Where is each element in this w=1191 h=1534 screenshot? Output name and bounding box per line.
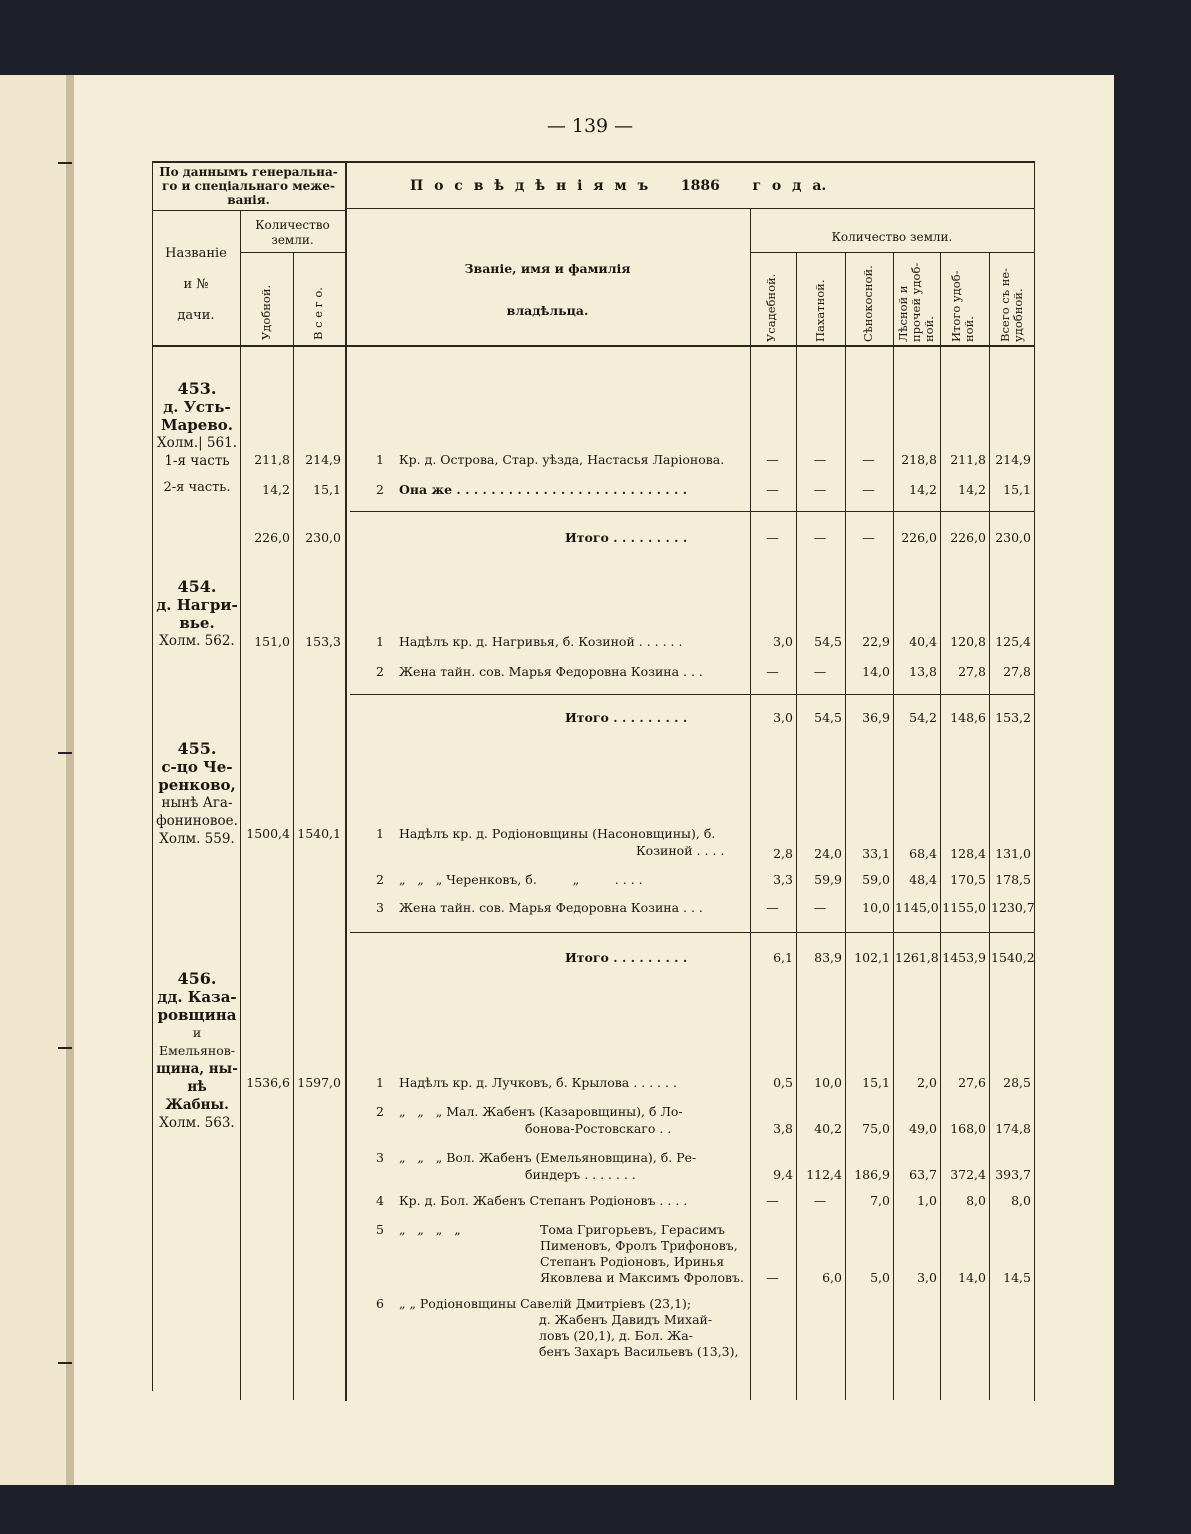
owner-value: 59,9	[814, 872, 842, 887]
owner-number: 1	[376, 634, 384, 649]
total-label: Итого . . . . . . . . .	[565, 530, 688, 545]
owner-number: 2	[376, 1104, 384, 1119]
owner-text: Надѣлъ кр. д. Родіоновщины (Насоновщины), б.	[399, 826, 716, 841]
owner-value: 9,4	[773, 1167, 793, 1182]
owner-value: 1230,7	[991, 900, 1035, 915]
col-line	[940, 252, 941, 1400]
owner-text-cont: биндеръ . . . . . . .	[525, 1167, 636, 1182]
owner-value: 54,5	[814, 634, 842, 649]
owner-value: 3,0	[773, 634, 793, 649]
total-value: 54,5	[814, 710, 842, 725]
owner-value: 372,4	[950, 1167, 986, 1182]
total-value: 148,6	[950, 710, 986, 725]
owner-value: 40,2	[814, 1121, 842, 1136]
total-value: 1540,2	[991, 950, 1035, 965]
owner-value: —	[766, 482, 779, 497]
pakhat-column-header: Пахатной.	[813, 279, 827, 342]
owner-number: 1	[376, 826, 384, 841]
col-line	[796, 252, 797, 1400]
owner-text: Жена тайн. сов. Марья Федоровна Козина . . .	[399, 664, 703, 679]
owner-value: —	[813, 664, 827, 679]
owner-value: 125,4	[995, 634, 1031, 649]
owner-value: —	[766, 1270, 779, 1285]
vsego-value: 153,3	[305, 634, 341, 649]
owner-text: Она же . . . . . . . . . . . . . . . . . . . . . . . . . . .	[399, 482, 688, 497]
total-value: 54,2	[909, 710, 937, 725]
owner-value: 28,5	[1003, 1075, 1031, 1090]
lesnoy-column-header: Лѣсной и прочей удоб-ной.	[896, 262, 936, 342]
owner-value: 211,8	[950, 452, 986, 467]
page-number: — 139 —	[546, 115, 634, 137]
owner-value: 0,5	[773, 1075, 793, 1090]
owner-value: 2,0	[917, 1075, 937, 1090]
left-page-edge	[0, 75, 70, 1485]
owner-text: Надѣлъ кр. д. Лучковъ, б. Крылова . . . . . .	[399, 1075, 677, 1090]
owner-text-cont: бонова-Ростовскаго . .	[525, 1121, 672, 1136]
udob-value: 211,8	[254, 452, 290, 467]
owner-value: 1,0	[917, 1193, 937, 1208]
owner-value: 48,4	[909, 872, 937, 887]
owner-value: —	[813, 1193, 827, 1208]
vsego-value: 1597,0	[297, 1075, 341, 1090]
entry-name-456: 456. дд. Каза- ровщина и Емельянов- щина, ны- нѣ Жабны. Холм. 563.	[156, 969, 238, 1131]
owner-value: 131,0	[995, 846, 1031, 861]
owner-value: 10,0	[814, 1075, 842, 1090]
owner-value: —	[813, 482, 827, 497]
owner-number: 1	[376, 452, 384, 467]
entry-part2: 2-я часть.	[163, 480, 231, 495]
col-line	[989, 252, 990, 1400]
vsego-value: 214,9	[305, 452, 341, 467]
owner-value: 63,7	[909, 1167, 937, 1182]
udob-value: 14,2	[262, 482, 290, 497]
total-value: 1261,8	[895, 950, 939, 965]
owner-text-block: „ „ Родіоновщины Савелій Дмитріевъ (23,1); д. Жабенъ Давидъ Михай- ловъ (20,1), д. Бол. Жа- бенъ Захаръ Васильевъ (13,3),	[399, 1296, 739, 1359]
owner-value: 168,0	[950, 1121, 986, 1136]
entry-name-454: 454. д. Нагри- вье. Холм. 562.	[156, 577, 238, 649]
owner-number: 5	[376, 1222, 384, 1237]
total-value: —	[813, 530, 827, 545]
owner-value: 218,8	[901, 452, 937, 467]
vsego-value: 15,1	[313, 482, 341, 497]
owner-text: Жена тайн. сов. Марья Федоровна Козина . . .	[399, 900, 703, 915]
udob-column-header: Удобной.	[259, 284, 273, 340]
subtotal-rule	[350, 694, 1034, 695]
owner-value: 7,0	[870, 1193, 890, 1208]
vsego-value: 1540,1	[297, 826, 341, 841]
owner-value: 1145,0	[895, 900, 939, 915]
owner-value: 40,4	[909, 634, 937, 649]
col-line	[750, 208, 751, 1400]
vsego-sum: 230,0	[305, 530, 341, 545]
owner-column-header: Званіе, имя и фамилія владѣльца.	[464, 261, 631, 318]
owner-value: 14,2	[958, 482, 986, 497]
total-value: 83,9	[814, 950, 842, 965]
owner-value: 15,1	[862, 1075, 890, 1090]
owner-value: 1155,0	[942, 900, 986, 915]
owner-value: 14,0	[958, 1270, 986, 1285]
owner-value: 59,0	[862, 872, 890, 887]
total-value: —	[766, 530, 779, 545]
owner-number: 3	[376, 900, 384, 915]
subtotal-rule	[350, 511, 1034, 512]
right-header-title: П о с в ѣ д ѣ н і я м ъ 1886 г о д а.	[410, 178, 827, 194]
udob-sum: 226,0	[254, 530, 290, 545]
owner-value: 24,0	[814, 846, 842, 861]
owner-value: —	[862, 452, 875, 467]
owner-value: —	[813, 452, 827, 467]
owner-number: 4	[376, 1193, 384, 1208]
owner-text: „ „ „ Мал. Жабенъ (Казаровщины), б Ло-	[399, 1104, 683, 1119]
owner-value: 27,8	[958, 664, 986, 679]
owner-text-block: Тома Григорьевъ, Герасимъ Пименовъ, Фролъ Трифоновъ, Степанъ Родіоновъ, Иринья Яковлева и Максимъ Фроловъ.	[540, 1222, 744, 1285]
owner-value: 22,9	[862, 634, 890, 649]
owner-text: Кр. д. Бол. Жабенъ Степанъ Родіоновъ . . . .	[399, 1193, 688, 1208]
senokos-column-header: Сѣнокосной.	[861, 265, 875, 342]
owner-text: „ „ „ Вол. Жабенъ (Емельяновщина), б. Ре-	[399, 1150, 697, 1165]
owner-value: —	[766, 900, 779, 915]
owner-value: 13,8	[909, 664, 937, 679]
owner-number: 1	[376, 1075, 384, 1090]
qty-right-header: Количество земли.	[831, 230, 953, 244]
itogo-column-header: Итого удоб-ной.	[949, 270, 976, 342]
owner-value: —	[766, 452, 779, 467]
entry-name-453: 453. д. Усть- Марево. Холм.| 561. 1-я часть	[156, 379, 237, 469]
col-line	[893, 252, 894, 1400]
udob-value: 1500,4	[246, 826, 290, 841]
owner-value: 27,8	[1003, 664, 1031, 679]
owner-number: 2	[376, 482, 384, 497]
owner-value: —	[862, 482, 875, 497]
owner-value: 49,0	[909, 1121, 937, 1136]
owner-value: 120,8	[950, 634, 986, 649]
owner-value: 214,9	[995, 452, 1031, 467]
name-column-header: Названіе и № дачи.	[165, 246, 227, 323]
total-label: Итого . . . . . . . . .	[565, 950, 688, 965]
owner-value: 14,5	[1003, 1270, 1031, 1285]
udob-value: 1536,6	[246, 1075, 290, 1090]
owner-value: —	[766, 664, 779, 679]
total-value: 226,0	[950, 530, 986, 545]
col-line	[240, 210, 241, 1400]
owner-value: —	[766, 1193, 779, 1208]
owner-text: „ „ „ „	[399, 1222, 461, 1237]
owner-value: 3,3	[773, 872, 793, 887]
header-rule-left	[152, 210, 345, 211]
owner-value: 5,0	[870, 1270, 890, 1285]
total-value: 6,1	[773, 950, 793, 965]
left-header-title: По даннымъ генеральна- го и спеціальнаго меже- ванія.	[159, 165, 338, 207]
owner-number: 6	[376, 1296, 384, 1311]
col-line	[1034, 161, 1035, 1401]
header-rule-right	[345, 208, 1034, 209]
owner-value: 14,2	[909, 482, 937, 497]
owner-text: „ „ „ Черенковъ, б. „ . . . .	[399, 872, 643, 887]
owner-value: 186,9	[854, 1167, 890, 1182]
header-bottom-rule	[152, 345, 1034, 347]
binding-nail-icon	[58, 160, 72, 166]
total-value: 153,2	[995, 710, 1031, 725]
owner-value: 8,0	[1011, 1193, 1031, 1208]
table-top-rule	[152, 161, 1034, 163]
total-value: 230,0	[995, 530, 1031, 545]
owner-value: 8,0	[966, 1193, 986, 1208]
owner-value: 68,4	[909, 846, 937, 861]
usadeb-column-header: Усадебной.	[764, 273, 778, 342]
owner-number: 2	[376, 664, 384, 679]
col-line	[345, 161, 347, 1401]
vsego-right-column-header: Всего съ не-удобной.	[998, 267, 1025, 342]
owner-value: 170,5	[950, 872, 986, 887]
owner-text: Кр. д. Острова, Стар. уѣзда, Настасья Ларіонова.	[399, 452, 725, 467]
binding-nail-icon	[58, 1360, 72, 1366]
entry-name-455: 455. с-цо Че- ренково, нынѣ Ага- фониновое. Холм. 559.	[156, 739, 238, 847]
total-value: 226,0	[901, 530, 937, 545]
udob-value: 151,0	[254, 634, 290, 649]
owner-value: —	[813, 900, 827, 915]
owner-value: 15,1	[1003, 482, 1031, 497]
owner-value: 14,0	[862, 664, 890, 679]
total-label: Итого . . . . . . . . .	[565, 710, 688, 725]
owner-value: 393,7	[995, 1167, 1031, 1182]
col-line	[845, 252, 846, 1400]
header-rule-qty-right	[750, 252, 1034, 253]
owner-value: 3,8	[773, 1121, 793, 1136]
total-value: 1453,9	[942, 950, 986, 965]
owner-value: 174,8	[995, 1121, 1031, 1136]
binding-nail-icon	[58, 750, 72, 756]
owner-value: 2,8	[773, 846, 793, 861]
owner-text-cont: Козиной . . . .	[636, 843, 725, 858]
qty-column-header: Количество земли.	[255, 218, 330, 247]
owner-value: 75,0	[862, 1121, 890, 1136]
vsego-column-header: В с е г о.	[311, 287, 325, 340]
owner-value: 3,0	[917, 1270, 937, 1285]
total-value: —	[862, 530, 875, 545]
owner-value: 33,1	[862, 846, 890, 861]
owner-value: 6,0	[822, 1270, 842, 1285]
owner-number: 2	[376, 872, 384, 887]
owner-value: 128,4	[950, 846, 986, 861]
binding-nail-icon	[58, 1045, 72, 1051]
owner-number: 3	[376, 1150, 384, 1165]
owner-value: 112,4	[806, 1167, 842, 1182]
total-value: 36,9	[862, 710, 890, 725]
total-value: 3,0	[773, 710, 793, 725]
subtotal-rule	[350, 932, 1034, 933]
owner-text: Надѣлъ кр. д. Нагривья, б. Козиной . . . . . .	[399, 634, 683, 649]
owner-value: 10,0	[862, 900, 890, 915]
col-line	[152, 161, 153, 1391]
owner-value: 27,6	[958, 1075, 986, 1090]
total-value: 102,1	[854, 950, 890, 965]
owner-value: 178,5	[995, 872, 1031, 887]
